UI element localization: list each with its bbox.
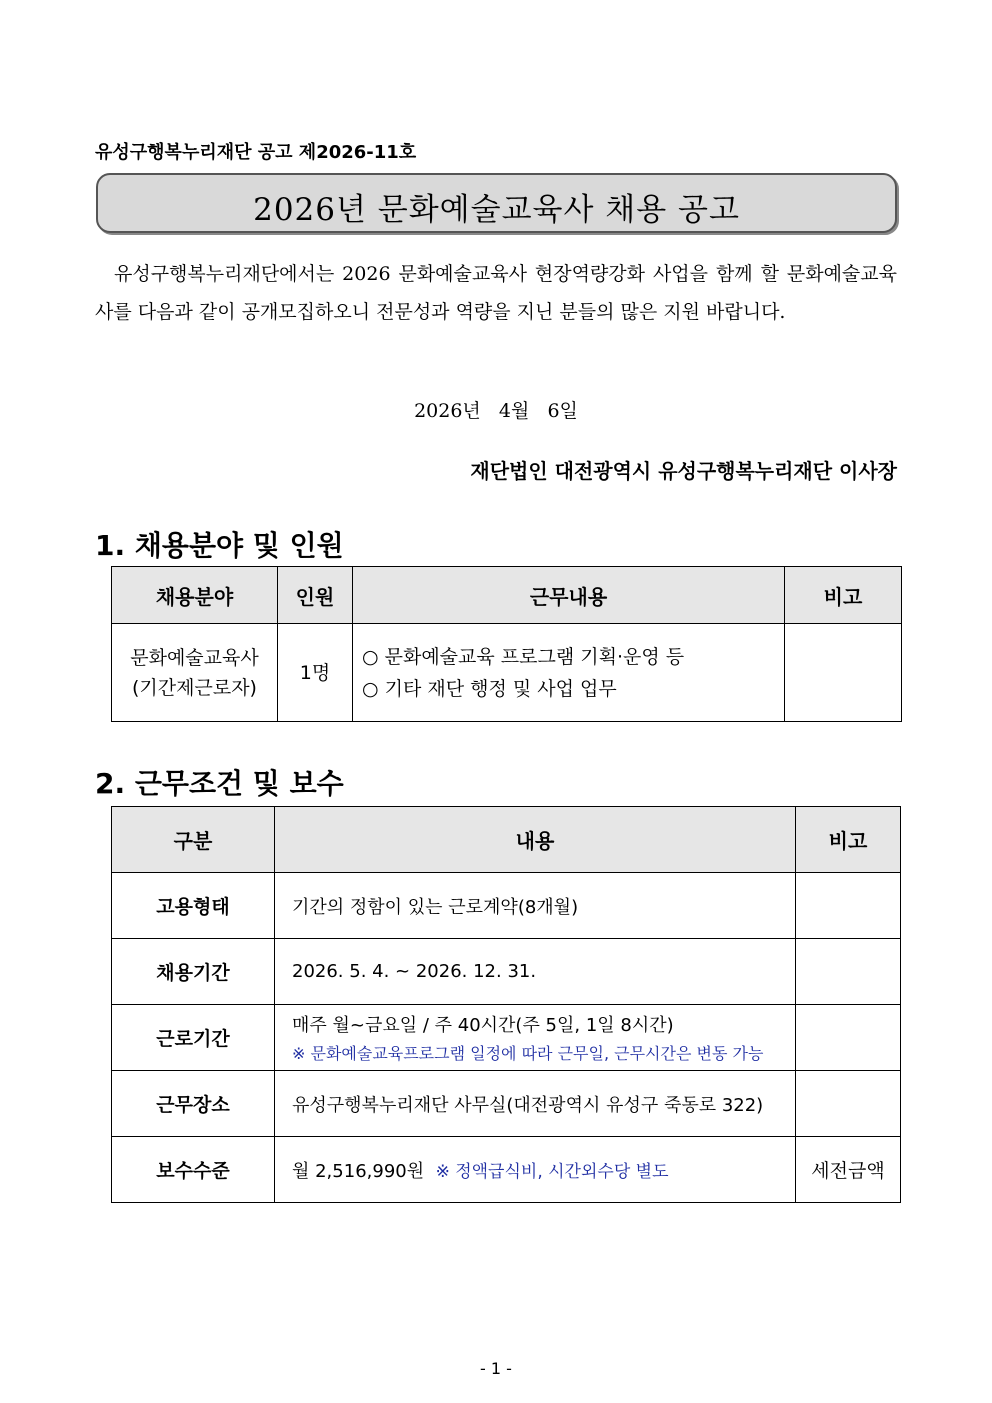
content-cell bbox=[275, 1137, 796, 1203]
header-count: 인원 bbox=[278, 567, 353, 624]
table-header-row bbox=[112, 567, 902, 624]
remark-cell bbox=[796, 1005, 901, 1071]
header-remark: 비고 bbox=[785, 567, 902, 624]
category-cell: 근로기간 bbox=[112, 1005, 275, 1071]
field-cell bbox=[112, 624, 278, 722]
duty-cell bbox=[353, 624, 785, 722]
content-note: ※ 정액급식비, 시간외수당 별도 bbox=[435, 1161, 669, 1182]
count-cell: 1명 bbox=[278, 624, 353, 722]
remark-cell: 세전금액 bbox=[796, 1137, 901, 1203]
notice-number: 유성구행복누리재단 공고 제2026-11호 bbox=[95, 142, 417, 163]
announcement-date: 2026년 4월 6일 bbox=[414, 400, 578, 422]
header-duty: 근무내용 bbox=[353, 567, 785, 624]
content-cell bbox=[275, 1005, 796, 1071]
table-row bbox=[112, 1005, 901, 1071]
category-cell: 채용기간 bbox=[112, 939, 275, 1005]
content-text: 매주 월~금요일 / 주 40시간(주 5일, 1일 8시간) bbox=[292, 1015, 674, 1036]
document-title: 2026년 문화예술교육사 채용 공고 bbox=[253, 192, 740, 228]
content-cell: 유성구행복누리재단 사무실(대전광역시 유성구 죽동로 322) bbox=[275, 1071, 796, 1137]
duty-item: ○ 기타 재단 행정 및 사업 업무 bbox=[362, 677, 617, 700]
table-row bbox=[112, 1071, 901, 1137]
section2-heading: 2. 근무조건 및 보수 bbox=[95, 767, 344, 800]
remark-cell bbox=[785, 624, 902, 722]
duty-item: ○ 문화예술교육 프로그램 기획·운영 등 bbox=[362, 645, 685, 668]
category-cell: 근무장소 bbox=[112, 1071, 275, 1137]
remark-cell bbox=[796, 1071, 901, 1137]
remark-cell bbox=[796, 939, 901, 1005]
table-row bbox=[112, 939, 901, 1005]
signer: 재단법인 대전광역시 유성구행복누리재단 이사장 bbox=[470, 459, 897, 483]
remark-cell bbox=[796, 873, 901, 939]
field-line2: (기간제근로자) bbox=[132, 676, 257, 699]
category-cell: 보수수준 bbox=[112, 1137, 275, 1203]
content-note: ※ 문화예술교육프로그램 일정에 따라 근무일, 근무시간은 변동 가능 bbox=[292, 1044, 764, 1063]
category-cell: 고용형태 bbox=[112, 873, 275, 939]
conditions-table bbox=[111, 806, 901, 1203]
table-row bbox=[112, 1137, 901, 1203]
table-header-row bbox=[112, 807, 901, 873]
content-text: 월 2,516,990원 bbox=[292, 1160, 425, 1182]
page-number: - 1 - bbox=[480, 1359, 512, 1378]
header-content: 내용 bbox=[275, 807, 796, 873]
header-remark: 비고 bbox=[796, 807, 901, 873]
recruitment-table bbox=[111, 566, 902, 722]
content-cell: 기간의 정함이 있는 근로계약(8개월) bbox=[275, 873, 796, 939]
content-cell: 2026. 5. 4. ~ 2026. 12. 31. bbox=[275, 939, 796, 1005]
section1-heading: 1. 채용분야 및 인원 bbox=[95, 529, 344, 562]
table-row bbox=[112, 624, 902, 722]
field-line1: 문화예술교육사 bbox=[130, 646, 259, 669]
table-row bbox=[112, 873, 901, 939]
header-category: 구분 bbox=[112, 807, 275, 873]
intro-paragraph: 유성구행복누리재단에서는 2026 문화예술교육사 현장역량강화 사업을 함께 할 문화예술교육사를 다음과 같이 공개모집하오니 전문성과 역량을 지닌 분들의 많은 지원 바랍니다. bbox=[95, 263, 897, 323]
header-field: 채용분야 bbox=[112, 567, 278, 624]
title-box bbox=[96, 173, 897, 233]
